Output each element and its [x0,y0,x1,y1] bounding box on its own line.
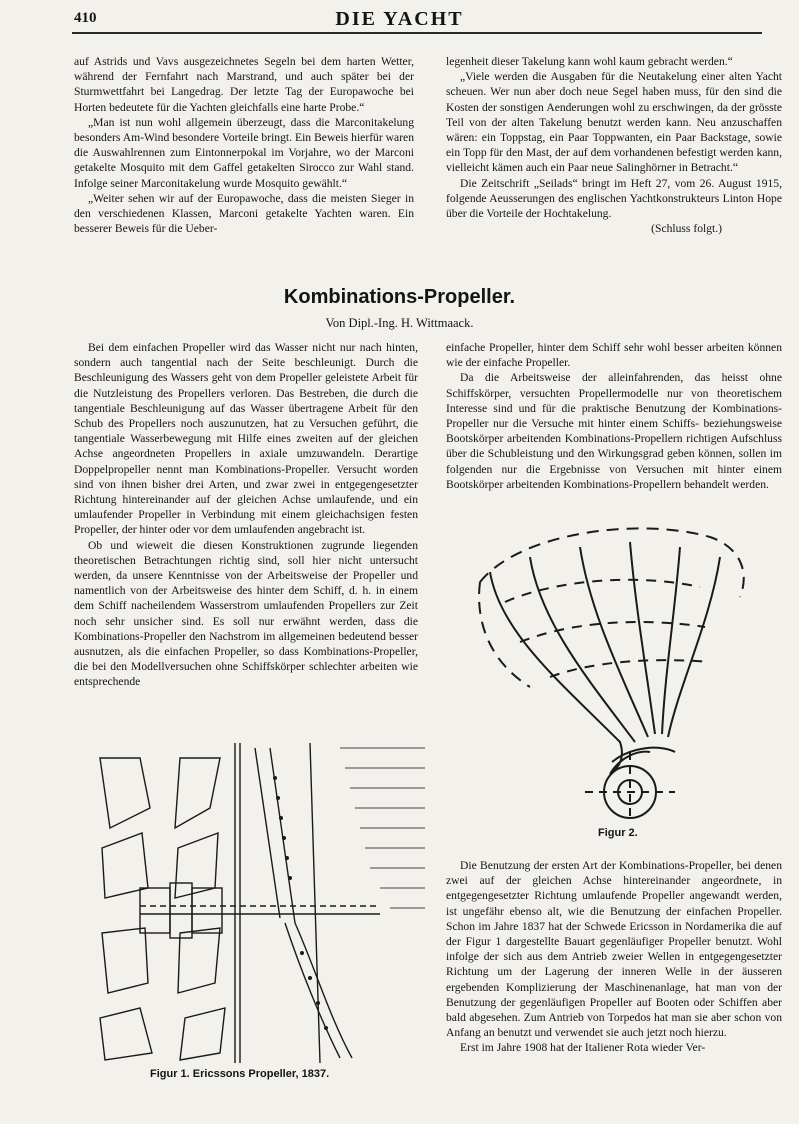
article-bottom-right-column [446,858,782,1056]
paragraph: Ob und wieweit die diesen Konstruktionen zugrunde liegenden theoretischen Betrachtungen richtig sind, soll hier nicht untersucht werden, da unsere Kenntnisse von der Arbeitsweise der Propeller und namentlich von der Arbeitsweise des hinter dem Schiff, d. h. in einem dem Schiff nacheilendem Wasserstrom umlaufenden Propellers zur Zeit noch sehr unsicher sind. Es soll nur erwähnt werden, dass die Kombinations-Propeller den Nachstrom im allgemeinen bedeutend besser ausnutzen, als die einfachen Propeller, so dass Kombinations-Propeller, die bei den Modellversuchen ohne Schiffskörper schlechter arbeiten wie entsprechende [74,538,418,689]
article-byline: Von Dipl.-Ing. H. Wittmaack. [325,316,474,330]
figure-1-caption: Figur 1. Ericssons Propeller, 1837. [150,1068,330,1080]
figure-2-caption: Figur 2. [598,827,638,839]
article-title: Kombinations-Propeller. [283,286,516,308]
paragraph: Die Zeitschrift „Seilads“ bringt im Heft 27, vom 26. August 1915, folgende Aeusserungen des englischen Yachtkonstrukteurs Linton Hope über die Vorteile der Hochtakelung. [446,176,782,221]
header-rule [72,32,762,34]
paragraph: einfache Propeller, hinter dem Schiff sehr wohl besser arbeiten können wie der einfache Propeller. [446,341,782,370]
figure-1-ericsson-propeller-drawing [80,738,428,1068]
journal-title: DIE YACHT [335,8,464,30]
top-right-column [446,54,782,236]
page-number: 410 [74,10,97,26]
figure-2-propeller-blade-drawing [470,512,770,822]
article-left-column [74,340,418,690]
continuation-note: (Schluss folgt.) [651,222,722,236]
article-right-column [446,340,782,492]
top-left-column [74,54,414,236]
paragraph: auf Astrids und Vavs ausgezeichnetes Segeln bei dem harten Wetter, während der Fernfahrt nach Marstrand, und auch später bei der Sturmwettfahrt bei Langedrag. Der letzte Tag der Europawoche bei Horten bedeutete für die Yachten gleichfalls eine harte Probe.“ [74,55,414,114]
paragraph: „Man ist nun wohl allgemein überzeugt, dass die Marconitakelung besonders Am-Wind besondere Vorteile bringt. Ein Beweis hierfür waren die Auswahlrennen zum Eintonnerpokal im Vorjahre, wo der Marconi getakelte Mosquito mit dem Gaffel getakelten Sirocco zur Wahl stand. Infolge seiner Marconitakelung wurde Mosquito gewählt.“ [74,115,414,190]
paragraph: Erst im Jahre 1908 hat der Italiener Rota wieder Ver- [460,1041,706,1055]
paragraph: „Viele werden die Ausgaben für die Neutakelung einer alten Yacht scheuen. Wer nun aber doch neue Segel haben muss, für den sind die Kosten der sonstigen Aenderungen wohl zu erschwingen, da der grösste Teil von der alten Takelung benutzt werden kann. Neu anzuschaffen wären: ein Toppstag, ein Paar Toppwanten, ein Paar Backstage, sowie ein Topp für den Mast, der auf dem vorhandenen befestigt werden kann, vielleicht kämen auch ein Paar neue Salinghörner in Betracht.“ [446,70,782,175]
paragraph: Die Benutzung der ersten Art der Kombinations-Propeller, bei denen zwei auf der gleichen Achse hintereinander angeordnete, in entgegengesetzter Richtung umlaufende Propeller angewandt werden, ist ungefähr ebenso alt, wie die Benutzung der einfachen Propeller. Schon im Jahre 1837 hat der Schwede Ericsson in Nordamerika die auf der Figur 1 dargestellte Bauart gegenläufiger Propeller benutzt. Wohl infolge der sich aus dem Antrieb zweier Wellen in entgegengesetzter Richtung um der Lagerung der inneren Welle in der äusseren ergebenden Komplizierung der Maschinenanlage, hat man von der Benutzung der gegenläufigen Propeller auf Booten oder Schiffen aber bald abgesehen. Zum Antrieb von Torpedos hat man sie aber schon von Anfang an benutzt und verwendet sie auch jetzt noch hierzu. [446,859,782,1040]
paragraph: „Weiter sehen wir auf der Europawoche, dass die meisten Sieger in den verschiedenen Klassen, Marconi getakelte Yachten waren. Ein besserer Beweis für die Ueber- [74,191,414,236]
paragraph: legenheit dieser Takelung kann wohl kaum gebracht werden.“ [446,55,733,68]
paragraph: Da die Arbeitsweise der alleinfahrenden, das heisst ohne Schiffskörper, versuchten Propellermodelle nur von theoretischem Interesse sind und für die praktische Benutzung der Kombinations-Propeller nur die Versuche mit hinter einem Schiffs- beziehungsweise Bootskörper arbeitenden Kombinations-Propellern richtigen Aufschluss über die Schubleistung und den Wirkungsgrad geben können, sollen im folgenden nur die Ergebnisse von Versuchen mit hinter einem Bootskörper arbeitenden Kombinations-Propellern behandelt werden. [446,371,782,491]
paragraph: Bei dem einfachen Propeller wird das Wasser nicht nur nach hinten, sondern auch tangential nach der Seite beschleunigt. Durch die Beschleunigung des Wassers geht von dem Propeller geleistete Arbeit für die Nutzleistung des Propellers verloren. Das Bestreben, die durch die tangentiale Beschleunigung auf das Wasser übertragene Arbeit für den Schub des Propellers noch auszunutzen, hat zu Versuchen geführt, die tangentiale Wasserbewegung mit Hilfe eines zweiten auf der gleichen Achse angeordneten Propellers in axiale umzuwandeln. Derartige Doppelpropeller nennt man Kombinations-Propeller. Versucht worden sind von ihnen bisher drei Arten, und zwar zwei in entgegengesetzter Richtung hintereinander auf der gleichen Achse umlaufende, und ein umlaufender Propeller in Verbindung mit einem gleichachsigen festen Propeller, der hinter oder vor dem umlaufenden angebracht ist. [74,341,418,537]
